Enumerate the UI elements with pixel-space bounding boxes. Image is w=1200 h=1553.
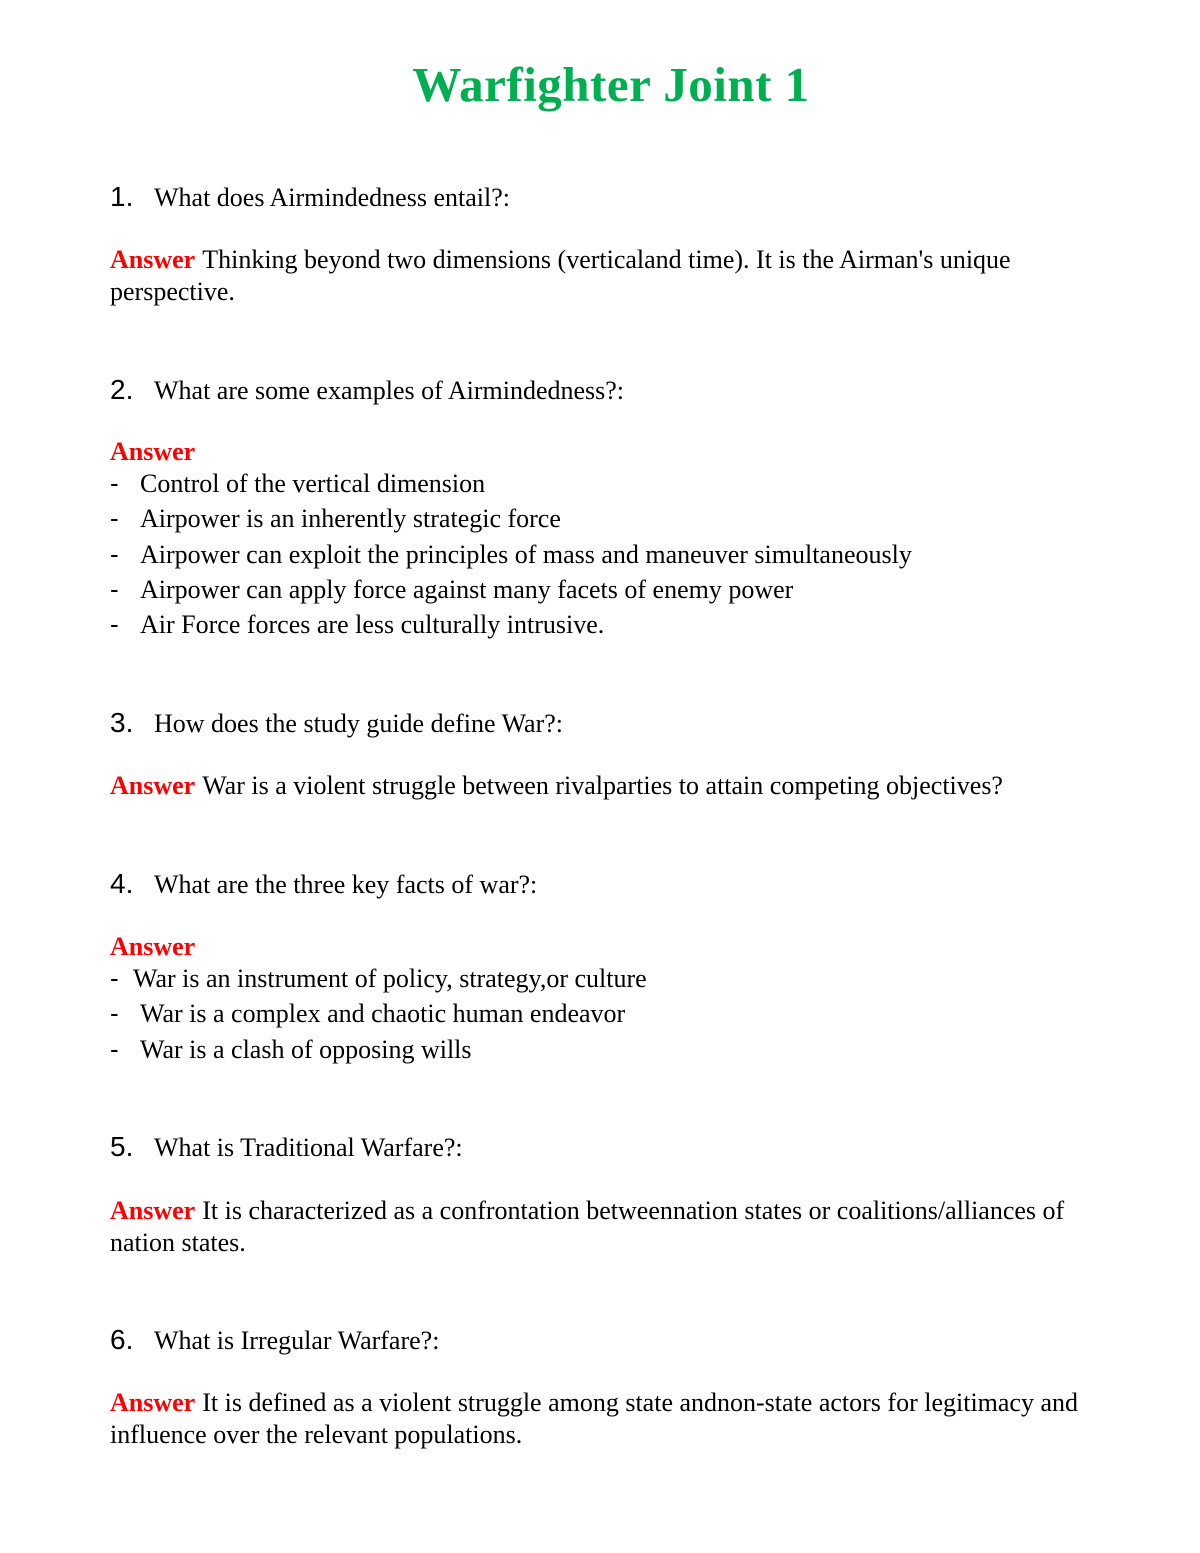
question-2 xyxy=(110,373,624,408)
question-1 xyxy=(110,180,510,215)
answer-text: It is defined as a violent struggle among state andnon-state actors for legitimacy and influence over the relevant populations. xyxy=(110,1388,1079,1449)
answer-label: Answer xyxy=(110,1388,196,1417)
answer-2 xyxy=(110,436,1100,468)
question-number: 4. xyxy=(110,868,134,899)
list-item: - Airpower can apply force against many facets of enemy power xyxy=(110,573,794,604)
page-title: Warfighter Joint 1 xyxy=(412,57,810,112)
question-6 xyxy=(110,1323,439,1358)
question-4 xyxy=(110,867,537,902)
answer-5 xyxy=(110,1195,1100,1259)
question-text: What does Airmindedness entail?: xyxy=(154,183,510,212)
list-item: - War is a clash of opposing wills xyxy=(110,1033,472,1064)
answer-label: Answer xyxy=(110,437,196,466)
list-item: - Airpower is an inherently strategic force xyxy=(110,503,561,534)
list-item: - Airpower can exploit the principles of mass and maneuver simultaneously xyxy=(110,538,912,569)
answer-text: It is characterized as a confrontation betweennation states or coalitions/alliances of nation states. xyxy=(110,1196,1065,1257)
answer-label: Answer xyxy=(110,245,196,274)
list-item: - Control of the vertical dimension xyxy=(110,468,486,498)
answer-text: Thinking beyond two dimensions (verticaland time). It is the Airman's unique perspective. xyxy=(110,245,1011,306)
question-text: What are some examples of Airmindedness?: xyxy=(154,376,625,405)
answer-label: Answer xyxy=(110,932,196,961)
answer-4-bullet-list xyxy=(110,961,647,1067)
answer-6 xyxy=(110,1387,1100,1451)
question-3 xyxy=(110,706,563,741)
list-item: - Air Force forces are less culturally intrusive. xyxy=(110,609,605,640)
answer-label: Answer xyxy=(110,1196,196,1225)
answer-label: Answer xyxy=(110,771,196,800)
question-text: What is Traditional Warfare?: xyxy=(154,1133,463,1162)
question-number: 2. xyxy=(110,374,134,405)
question-text: How does the study guide define War?: xyxy=(154,709,563,738)
answer-4 xyxy=(110,931,1100,963)
list-item: - War is an instrument of policy, strategy,or culture xyxy=(110,963,647,993)
question-number: 5. xyxy=(110,1131,134,1162)
answer-3 xyxy=(110,770,1100,802)
question-text: What is Irregular Warfare?: xyxy=(154,1326,440,1355)
question-number: 3. xyxy=(110,707,134,738)
answer-text: War is a violent struggle between rivalparties to attain competing objectives? xyxy=(202,771,1003,800)
answer-1 xyxy=(110,244,1100,308)
answer-2-bullet-list xyxy=(110,466,912,642)
question-number: 6. xyxy=(110,1324,134,1355)
question-text: What are the three key facts of war?: xyxy=(154,870,538,899)
question-number: 1. xyxy=(110,181,134,212)
list-item: - War is a complex and chaotic human endeavor xyxy=(110,998,626,1029)
question-5 xyxy=(110,1130,463,1165)
